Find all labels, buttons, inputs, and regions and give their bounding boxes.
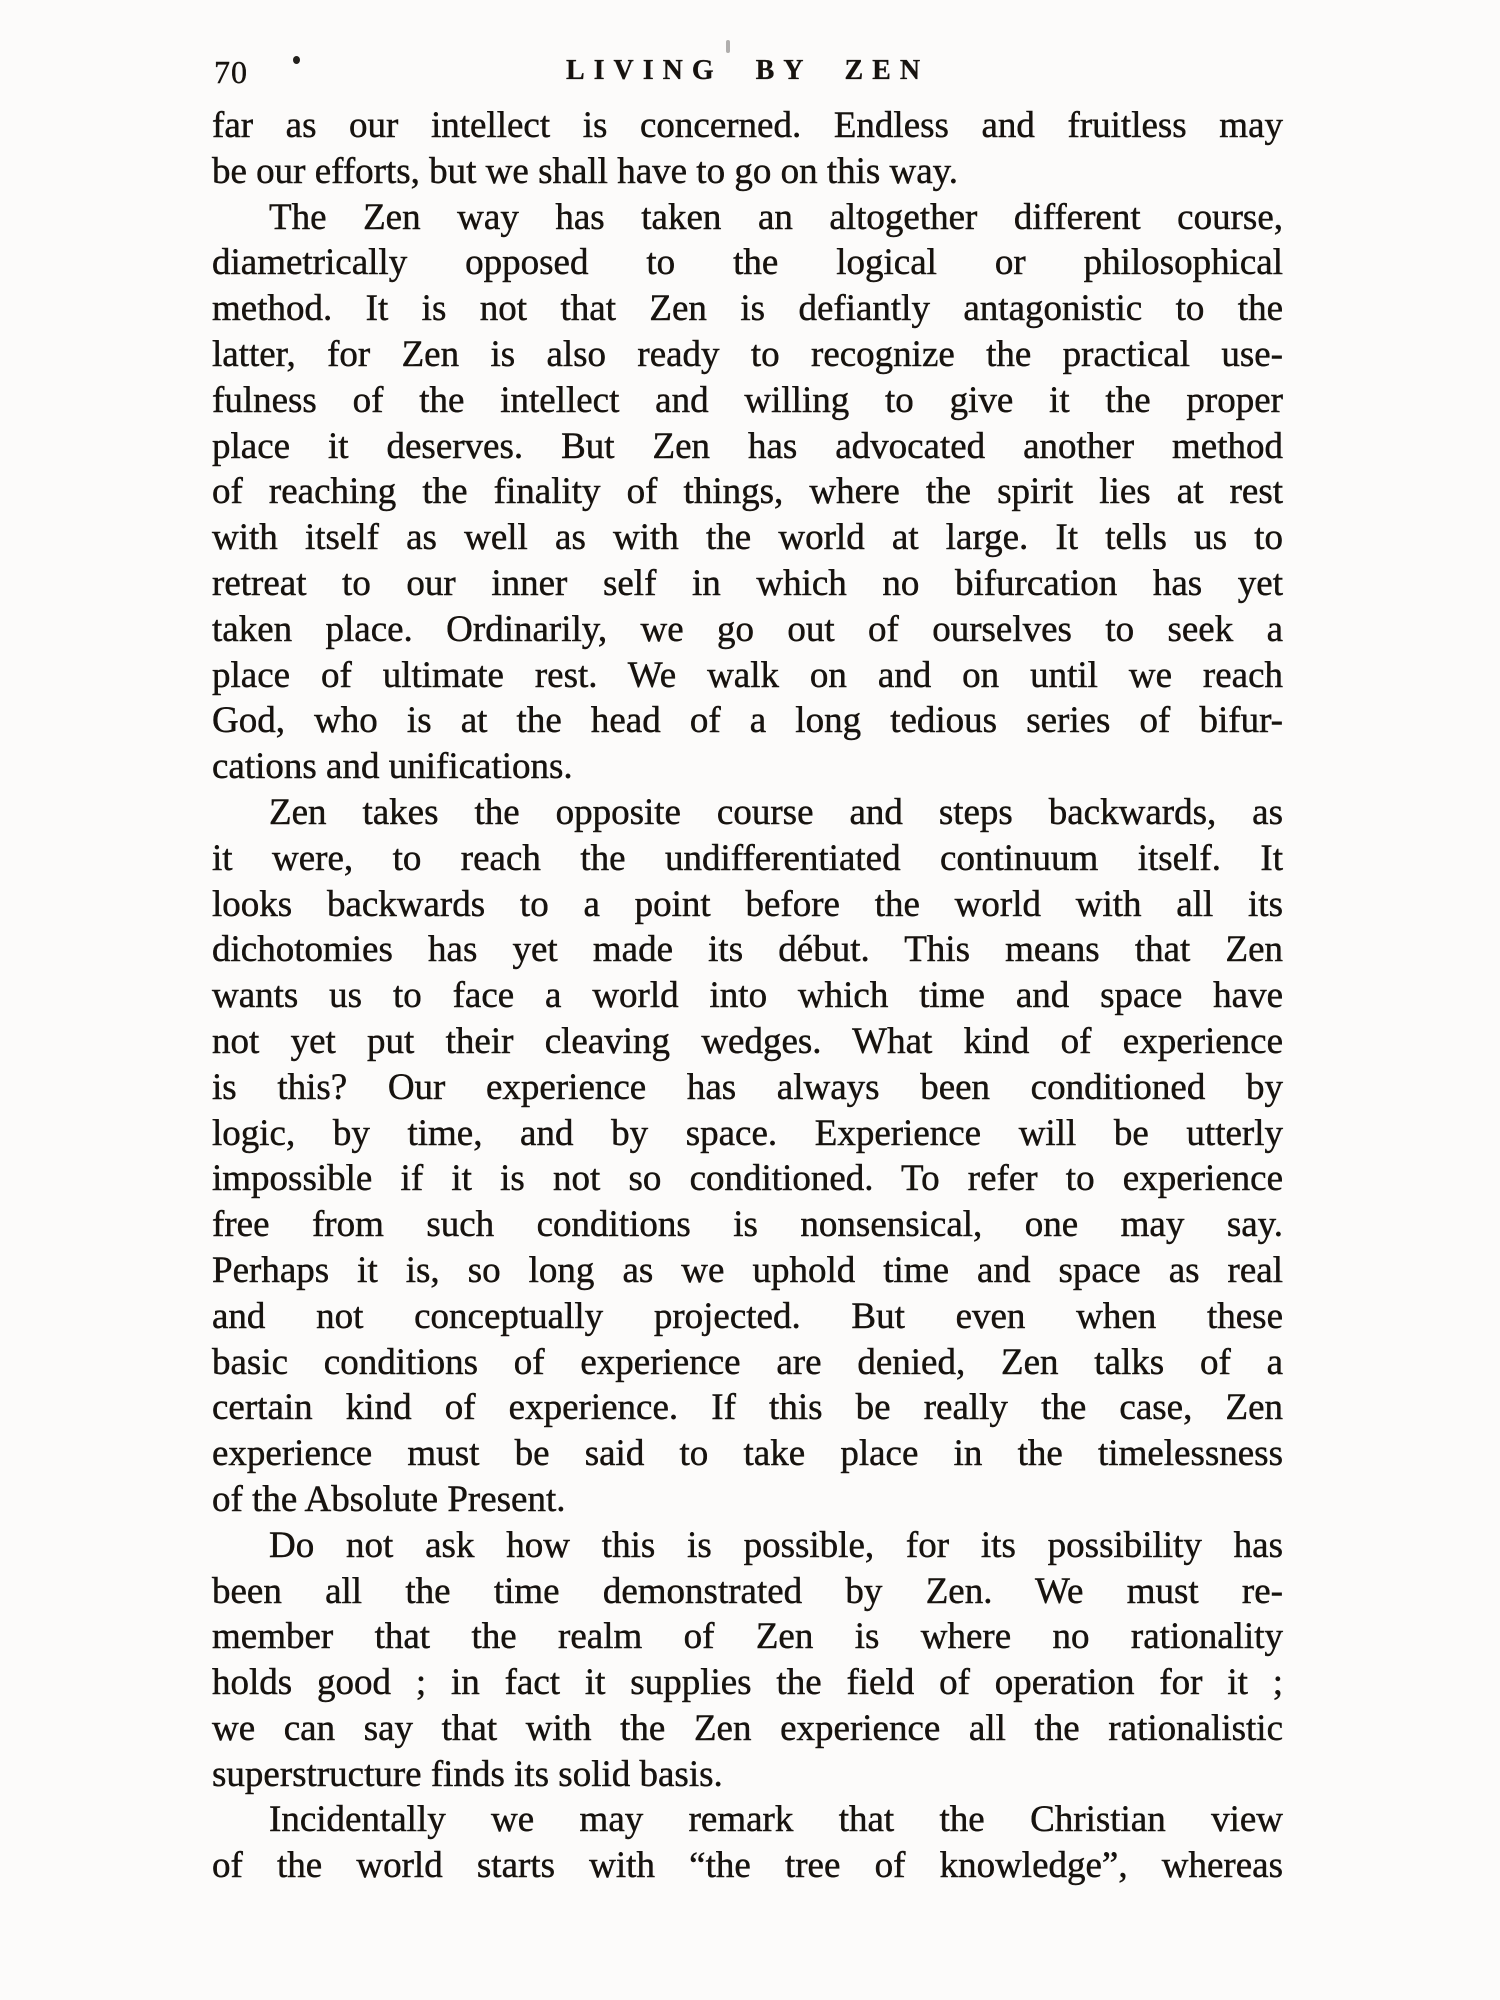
text-line: of reaching the finality of things, where the spirit lies at rest xyxy=(212,471,1283,513)
text-line: cations and unifications. xyxy=(212,746,573,788)
text-line: place it deserves. But Zen has advocated another method xyxy=(212,425,1283,467)
paragraph xyxy=(212,1523,1283,1798)
text-line: Do not ask how this is possible, for its possibility has xyxy=(269,1524,1283,1566)
text-line: we can say that with the Zen experience all the rationalistic xyxy=(212,1707,1283,1749)
text-line: wants us to face a world into which time and space have xyxy=(212,975,1283,1017)
text-line: Zen takes the opposite course and steps backwards, as xyxy=(269,791,1283,833)
text-line: free from such conditions is nonsensical, one may say. xyxy=(212,1204,1283,1246)
text-line: with itself as well as with the world at large. It tells us to xyxy=(212,517,1283,559)
scan-speck xyxy=(726,40,730,53)
text-line: logic, by time, and by space. Experience will be utterly xyxy=(212,1112,1283,1154)
text-line: holds good ; in fact it supplies the field of operation for it ; xyxy=(212,1662,1283,1704)
text-line: looks backwards to a point before the world with all its xyxy=(212,883,1283,925)
text-line: not yet put their cleaving wedges. What kind of experience xyxy=(212,1020,1283,1062)
text-line: dichotomies has yet made its début. This means that Zen xyxy=(212,929,1283,971)
text-line: retreat to our inner self in which no bifurcation has yet xyxy=(212,562,1283,604)
text-line: experience must be said to take place in the timelessness xyxy=(212,1433,1283,1475)
paragraph xyxy=(212,195,1283,790)
text-line: and not conceptually projected. But even when these xyxy=(212,1295,1283,1337)
text-line: member that the realm of Zen is where no rationality xyxy=(212,1616,1283,1658)
text-line: basic conditions of experience are denied, Zen talks of a xyxy=(212,1341,1283,1383)
paragraph xyxy=(212,790,1283,1523)
scan-speck xyxy=(293,56,300,64)
text-line: be our efforts, but we shall have to go on this way. xyxy=(212,150,959,192)
running-title: LIVING BY ZEN xyxy=(565,55,930,86)
text-line: Perhaps it is, so long as we uphold time and space as real xyxy=(212,1249,1283,1291)
text-line: superstructure finds its solid basis. xyxy=(212,1753,723,1795)
text-line: taken place. Ordinarily, we go out of ourselves to seek a xyxy=(212,608,1283,650)
text-line: latter, for Zen is also ready to recognize the practical use- xyxy=(212,333,1283,375)
paragraph xyxy=(212,103,1283,195)
text-line: Incidentally we may remark that the Christian view xyxy=(269,1799,1283,1841)
text-line: impossible if it is not so conditioned. To refer to experience xyxy=(212,1158,1283,1200)
text-line: method. It is not that Zen is defiantly antagonistic to the xyxy=(212,288,1283,330)
text-line: of the Absolute Present. xyxy=(212,1478,566,1520)
text-line: place of ultimate rest. We walk on and on until we reach xyxy=(212,654,1283,696)
text-line: is this? Our experience has always been conditioned by xyxy=(212,1066,1283,1108)
page-header xyxy=(212,52,1283,94)
page-body xyxy=(212,103,1283,1889)
page-number: 70 xyxy=(214,54,248,90)
paragraph xyxy=(212,1797,1283,1889)
text-line: of the world starts with “the tree of knowledge”, whereas xyxy=(212,1845,1283,1887)
text-line: God, who is at the head of a long tedious series of bifur- xyxy=(212,700,1283,742)
text-line: been all the time demonstrated by Zen. We must re- xyxy=(212,1570,1283,1612)
text-line: far as our intellect is concerned. Endless and fruitless may xyxy=(212,105,1283,146)
text-line: fulness of the intellect and willing to give it the proper xyxy=(212,379,1283,421)
text-line: diametrically opposed to the logical or philosophical xyxy=(212,242,1283,284)
text-line: certain kind of experience. If this be really the case, Zen xyxy=(212,1387,1283,1429)
text-line: it were, to reach the undifferentiated continuum itself. It xyxy=(212,837,1283,879)
text-line: The Zen way has taken an altogether different course, xyxy=(269,196,1283,238)
